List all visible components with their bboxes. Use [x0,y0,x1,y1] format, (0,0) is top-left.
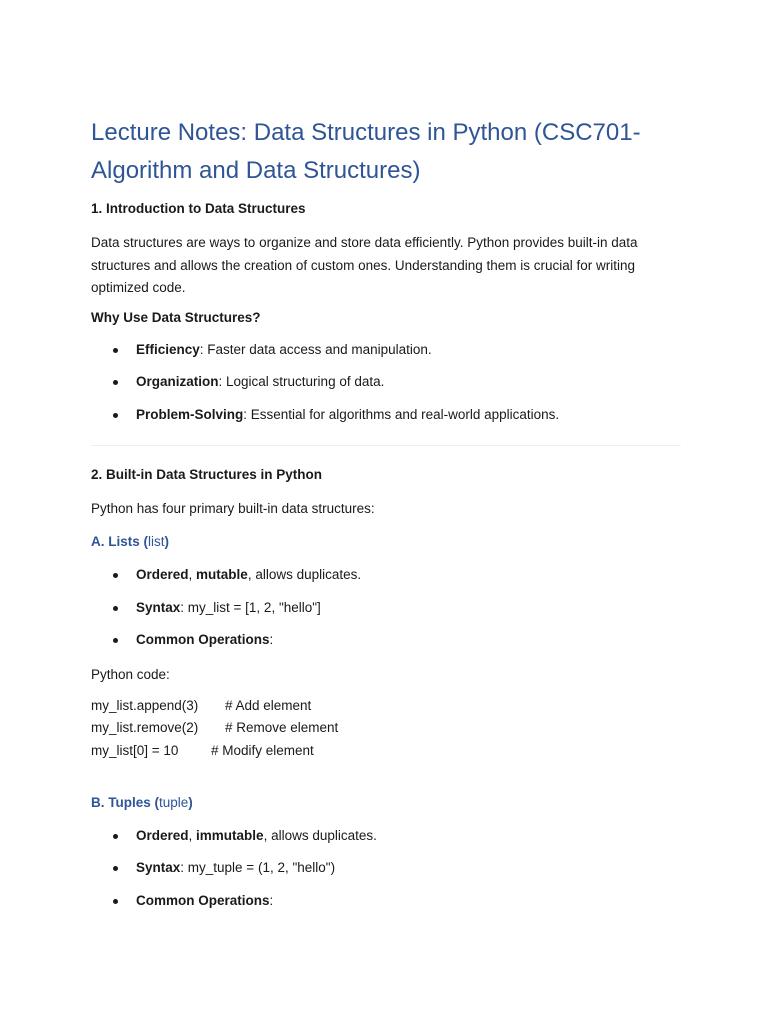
bullet-text: : Faster data access and manipulation. [199,341,432,357]
section-1-paragraph: Data structures are ways to organize and store data efficiently. Python provides built-in data structures and allows the creation of custom ones. Understanding them is crucial for writing optimized code. [91,235,638,295]
bullet-text: : Essential for algorithms and real-world applications. [243,406,560,422]
bullet-icon [113,866,118,871]
code-comment: # Add element [225,698,312,713]
code-comment: # Remove element [225,720,339,736]
bullet-text: : my_list = [1, 2, "hello"] [180,599,321,615]
document-title: Lecture Notes: Data Structures in Python (CSC701-Algorithm and Data Structures) [91,119,641,184]
tuples-heading [91,794,681,812]
list-item [91,631,681,649]
lists-heading-prefix: A. Lists ( [91,534,149,549]
code-comment: # Modify element [211,742,314,758]
bullet-icon [113,606,118,611]
list-item [91,892,681,910]
bullet-icon [113,413,118,418]
section-1-heading: 1. Introduction to Data Structures [91,201,306,216]
bullet-icon [113,638,118,643]
lists-heading-code: list [148,534,165,549]
bullet-separator: , [188,827,197,843]
why-use-heading: Why Use Data Structures? [91,309,261,325]
bullet-term: Common Operations [136,632,270,647]
document-page [91,114,681,924]
tuples-heading-code: tuple [159,794,189,810]
list-item [91,827,681,845]
bullet-icon [113,834,118,839]
bullet-term: Syntax [136,599,181,615]
lists-heading [91,533,681,551]
code-line [91,740,681,762]
lists-heading-suffix: ) [164,534,170,549]
bullet-term: Ordered [136,567,189,582]
code-line [91,717,681,739]
list-item [91,599,681,617]
code-statement: my_list.remove(2) [91,720,199,736]
bullet-text: : my_tuple = (1, 2, "hello") [180,860,336,876]
bullet-icon [113,573,118,578]
bullet-term: immutable [196,827,264,843]
section-2-intro: Python has four primary built-in data structures: [91,500,375,516]
list-item [91,859,681,877]
code-statement: my_list[0] = 10 [91,742,179,758]
list-item [91,566,681,584]
code-block [91,695,681,762]
list-item [91,406,681,424]
code-label: Python code: [91,666,170,682]
bullet-text: , allows duplicates. [263,827,377,843]
bullet-icon [113,899,118,904]
bullet-term: Common Operations [136,892,270,908]
bullet-term: Problem-Solving [136,406,244,422]
section-divider [91,445,681,446]
bullet-text: : Logical structuring of data. [218,374,385,389]
list-item [91,341,681,359]
code-statement: my_list.append(3) [91,698,199,713]
bullet-text: : [269,632,274,647]
bullet-text: , allows duplicates. [247,567,362,582]
tuples-properties-list [91,827,681,910]
bullet-term: Syntax [136,860,181,876]
code-line [91,695,681,717]
tuples-heading-suffix: ) [188,794,193,810]
bullet-separator: , [188,567,197,582]
section-2-heading: 2. Built-in Data Structures in Python [91,466,323,482]
why-use-list [91,341,681,424]
bullet-term: Organization [136,374,219,389]
bullet-icon [113,348,118,353]
list-item [91,373,681,391]
bullet-term: Ordered [136,827,189,843]
bullet-icon [113,380,118,385]
tuples-heading-prefix: B. Tuples ( [91,794,160,810]
bullet-term: Efficiency [136,341,200,357]
bullet-term: mutable [196,567,248,582]
bullet-text: : [269,892,274,908]
lists-properties-list [91,566,681,649]
